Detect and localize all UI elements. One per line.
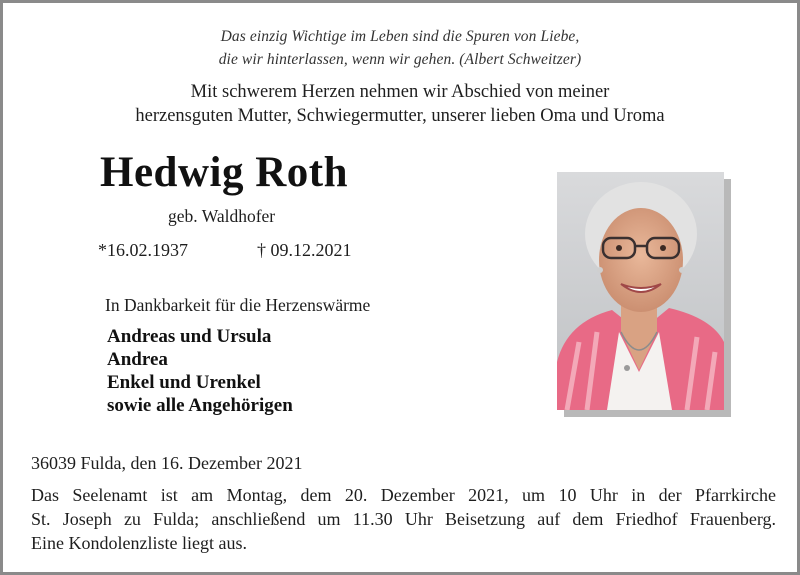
notice-line-1: Das Seelenamt ist am Montag, dem 20. Dezember 2021, um 10 Uhr in der Pfarrkirche bbox=[31, 485, 776, 505]
death-date: † 09.12.2021 bbox=[257, 240, 352, 260]
maiden-name: geb. Waldhofer bbox=[168, 206, 276, 226]
thanks-line: In Dankbarkeit für die Herzenswärme bbox=[105, 295, 371, 315]
notice-line-3: Eine Kondolenzliste liegt aus. bbox=[31, 533, 247, 553]
mourner-2: Andrea bbox=[107, 349, 168, 370]
mourner-3: Enkel und Urenkel bbox=[107, 372, 261, 393]
dateline: 36039 Fulda, den 16. Dezember 2021 bbox=[31, 453, 303, 473]
portrait-illustration bbox=[557, 172, 724, 410]
birth-date: *16.02.1937 bbox=[98, 240, 188, 260]
intro-line-2: herzensguten Mutter, Schwiegermutter, unserer lieben Oma und Uroma bbox=[135, 106, 665, 126]
intro-line-1: Mit schwerem Herzen nehmen wir Abschied von meiner bbox=[190, 82, 610, 102]
mourner-4: sowie alle Angehörigen bbox=[107, 395, 293, 416]
notice-line-2: St. Joseph zu Fulda; anschließend um 11.30 Uhr Beisetzung auf dem Friedhof Frauenberg. bbox=[31, 509, 776, 529]
funeral-notice bbox=[31, 483, 776, 555]
deceased-name: Hedwig Roth bbox=[100, 149, 348, 196]
quote-line-2: die wir hinterlassen, wenn wir gehen. (Albert Schweitzer) bbox=[218, 51, 582, 68]
quote-line-1: Das einzig Wichtige im Leben sind die Spuren von Liebe, bbox=[220, 28, 580, 45]
mourner-1: Andreas und Ursula bbox=[107, 326, 272, 347]
portrait-photo bbox=[557, 172, 724, 410]
